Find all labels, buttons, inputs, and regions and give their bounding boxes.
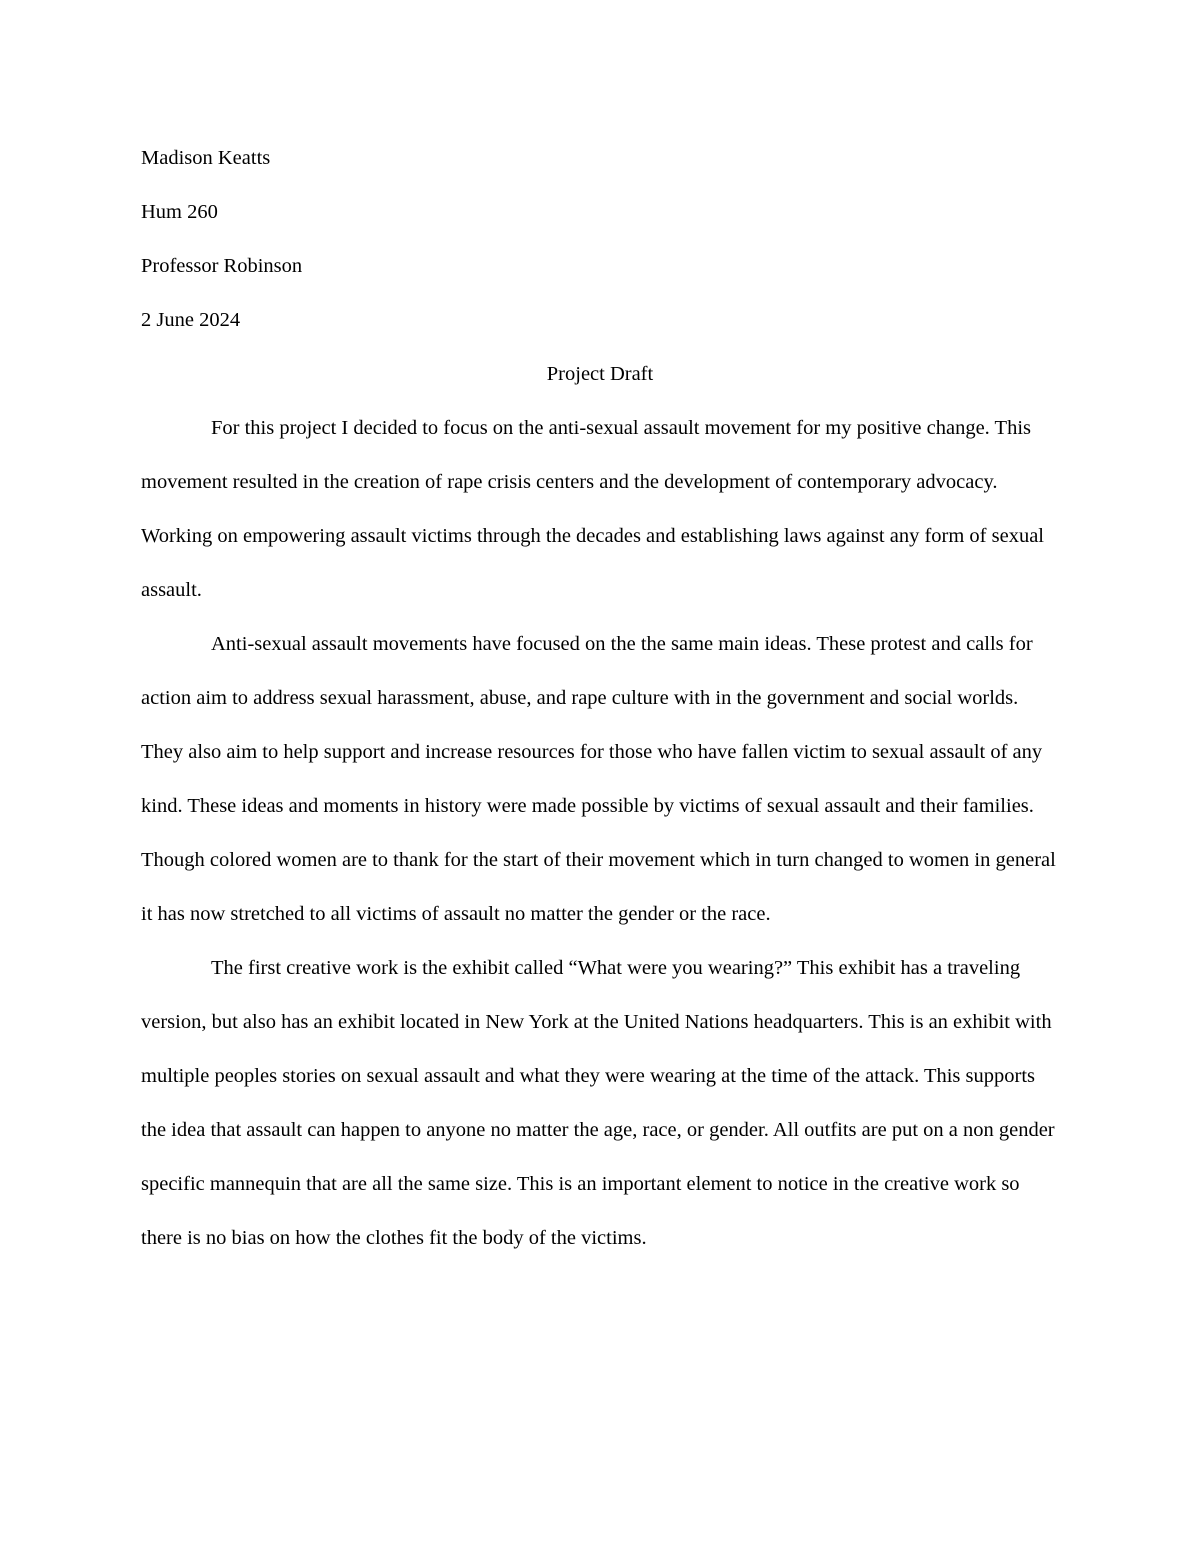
paragraph-1: For this project I decided to focus on the anti-sexual assault movement for my positive change. This movement resulted in the creation of rape crisis centers and the development of contemporary advocacy. Working on empowering assault victims through the decades and establishing laws against any form of sexual assault. <box>141 417 1044 601</box>
course-name: Hum 260 <box>141 201 218 223</box>
body-text <box>141 401 1059 1265</box>
instructor-name: Professor Robinson <box>141 255 303 277</box>
student-name: Madison Keatts <box>141 147 271 169</box>
document-title: Project Draft <box>546 363 654 385</box>
document-body <box>141 131 1059 1265</box>
document-date: 2 June 2024 <box>141 309 241 331</box>
paragraph-2: Anti-sexual assault movements have focused on the the same main ideas. These protest and calls for action aim to address sexual harassment, abuse, and rape culture with in the government and social worlds. They also aim to help support and increase resources for those who have fallen victim to sexual assault of any kind. These ideas and moments in history were made possible by victims of sexual assault and their families. Though colored women are to thank for the start of their movement which in turn changed to women in general it has now stretched to all victims of assault no matter the gender or the race. <box>141 633 1056 925</box>
paragraph-3: The first creative work is the exhibit called “What were you wearing?” This exhibit has a traveling version, but also has an exhibit located in New York at the United Nations headquarters. This is an exhibit with multiple peoples stories on sexual assault and what they were wearing at the time of the attack. This supports the idea that assault can happen to anyone no matter the age, race, or gender. All outfits are put on a non gender specific mannequin that are all the same size. This is an important element to notice in the creative work so there is no bias on how the clothes fit the body of the victims. <box>141 957 1055 1249</box>
